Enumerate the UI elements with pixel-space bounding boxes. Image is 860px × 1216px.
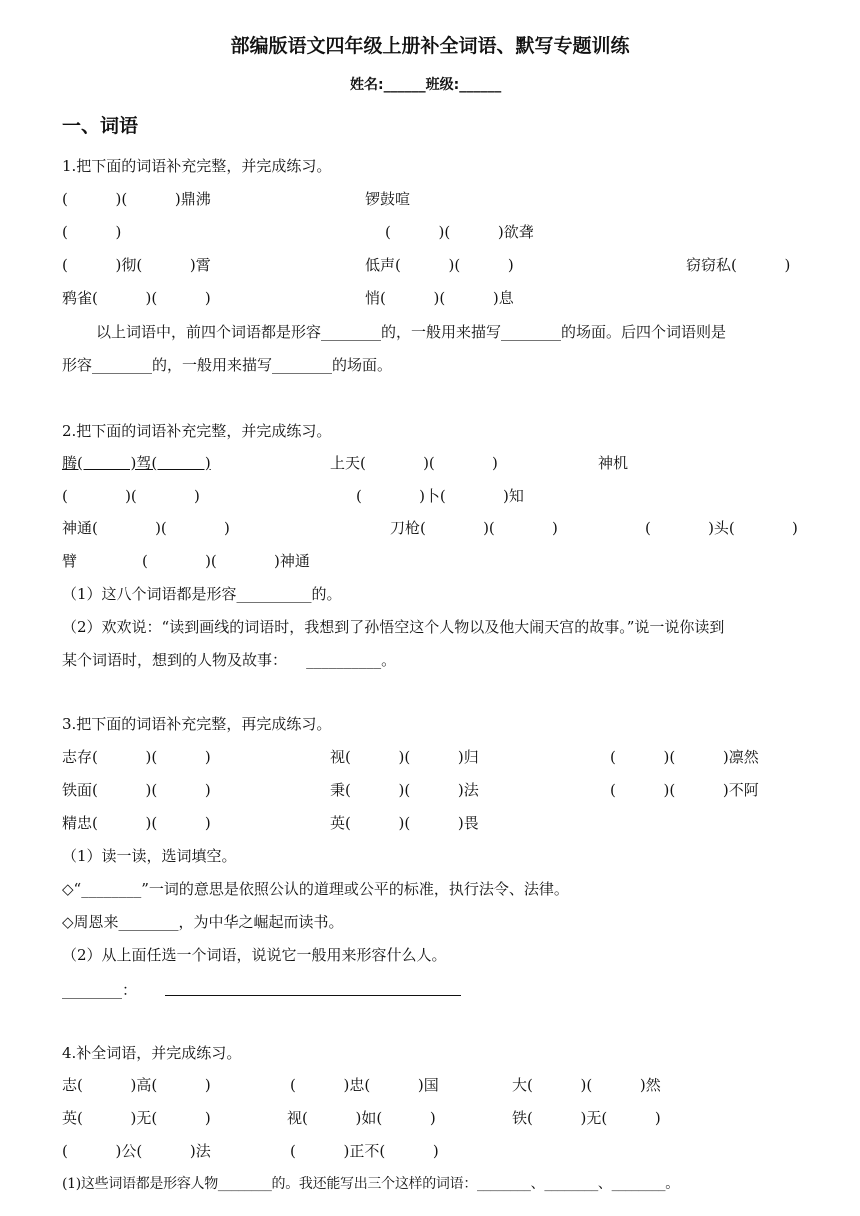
q3-item: 精忠( )( ) xyxy=(62,814,211,832)
q4-item: 视( )如( ) xyxy=(287,1109,436,1127)
page-title: 部编版语文四年级上册补全词语、默写专题训练 xyxy=(230,35,630,57)
q3-item: ( )( )凛然 xyxy=(610,748,759,766)
q2-subquestion: （2）欢欢说：“读到画线的词语时，我想到了孙悟空这个人物以及他大闹天宫的故事。”说一说你读到 xyxy=(62,618,725,636)
q1-paragraph-line: 以上词语中，前四个词语都是形容________的，一般用来描写________的场面。后四个词语则是 xyxy=(96,323,727,341)
q3-item: ( )( )不阿 xyxy=(610,781,759,799)
q3-item: 秉( )( )法 xyxy=(330,781,479,799)
q1-item: 悄( )( )息 xyxy=(365,289,514,307)
q2-item: ( )( ) xyxy=(62,487,200,505)
q1-item: 低声( )( ) xyxy=(365,256,514,274)
q1-item: ( )彻( )霄 xyxy=(62,256,211,274)
q1-item: 锣鼓喧 xyxy=(365,190,411,208)
q3-heading: 3.把下面的词语补充完整，再完成练习。 xyxy=(62,715,332,733)
q4-item: 英( )无( ) xyxy=(62,1109,211,1127)
q2-item: 臂 xyxy=(62,552,78,570)
q3-item: 英( )( )畏 xyxy=(330,814,479,832)
q4-item: ( )公( )法 xyxy=(62,1142,211,1160)
q2-item: 神通( )( ) xyxy=(62,519,230,537)
q1-item: 鸦雀( )( ) xyxy=(62,289,211,307)
q3-item: 铁面( )( ) xyxy=(62,781,211,799)
q2-heading: 2.把下面的词语补充完整，并完成练习。 xyxy=(62,422,332,440)
q2-item: 神机 xyxy=(598,454,629,472)
q3-subquestion: （1）读一读，选词填空。 xyxy=(62,847,237,865)
q4-heading: 4.补全词语，并完成练习。 xyxy=(62,1044,242,1062)
q1-heading: 1.把下面的词语补充完整，并完成练习。 xyxy=(62,157,332,175)
q1-paragraph-line: 形容________的，一般用来描写________的场面。 xyxy=(62,356,393,374)
q1-item: ( )( )鼎沸 xyxy=(62,190,211,208)
q3-subquestion: （2）从上面任选一个词语，说说它一般用来形容什么人。 xyxy=(62,946,447,964)
section-heading-words: 一、词语 xyxy=(62,115,139,137)
q1-item: ( )( )欲聋 xyxy=(385,223,534,241)
q1-item: 窃窃私( ) xyxy=(686,256,791,274)
q2-underlined-item: 腾( )驾( ) xyxy=(62,454,211,472)
q2-item: 上天( )( ) xyxy=(330,454,498,472)
q4-subquestion: (1)这些词语都是形容人物________的。我还能写出三个这样的词语：________、________、________。 xyxy=(62,1176,679,1192)
q2-item: ( )头( ) xyxy=(645,519,798,537)
q3-fill-line: ◇“________”一词的意思是依照公认的道理或公平的标准，执行法令、法律。 xyxy=(62,880,569,898)
q2-subquestion: （1）这八个词语都是形容__________的。 xyxy=(62,585,342,603)
q2-item: ( )( )神通 xyxy=(142,552,310,570)
q2-item: 刀枪( )( ) xyxy=(390,519,558,537)
q3-answer-prefix: ________： xyxy=(62,981,138,999)
q3-fill-line: ◇周恩来________，为中华之崛起而读书。 xyxy=(62,913,344,931)
q4-item: 志( )高( ) xyxy=(62,1076,211,1094)
q4-item: 大( )( )然 xyxy=(512,1076,661,1094)
q4-item: 铁( )无( ) xyxy=(512,1109,661,1127)
q4-item: ( )忠( )国 xyxy=(290,1076,439,1094)
q3-item: 志存( )( ) xyxy=(62,748,211,766)
q4-item: ( )正不( ) xyxy=(290,1142,439,1160)
q1-item: ( ) xyxy=(62,223,122,241)
q3-answer-line xyxy=(165,995,461,996)
q2-item: ( )卜( )知 xyxy=(356,487,524,505)
student-name-class-line: 姓名:______班级:______ xyxy=(350,77,502,93)
q3-item: 视( )( )归 xyxy=(330,748,479,766)
q2-subquestion: 某个词语时，想到的人物及故事： __________。 xyxy=(62,651,397,669)
